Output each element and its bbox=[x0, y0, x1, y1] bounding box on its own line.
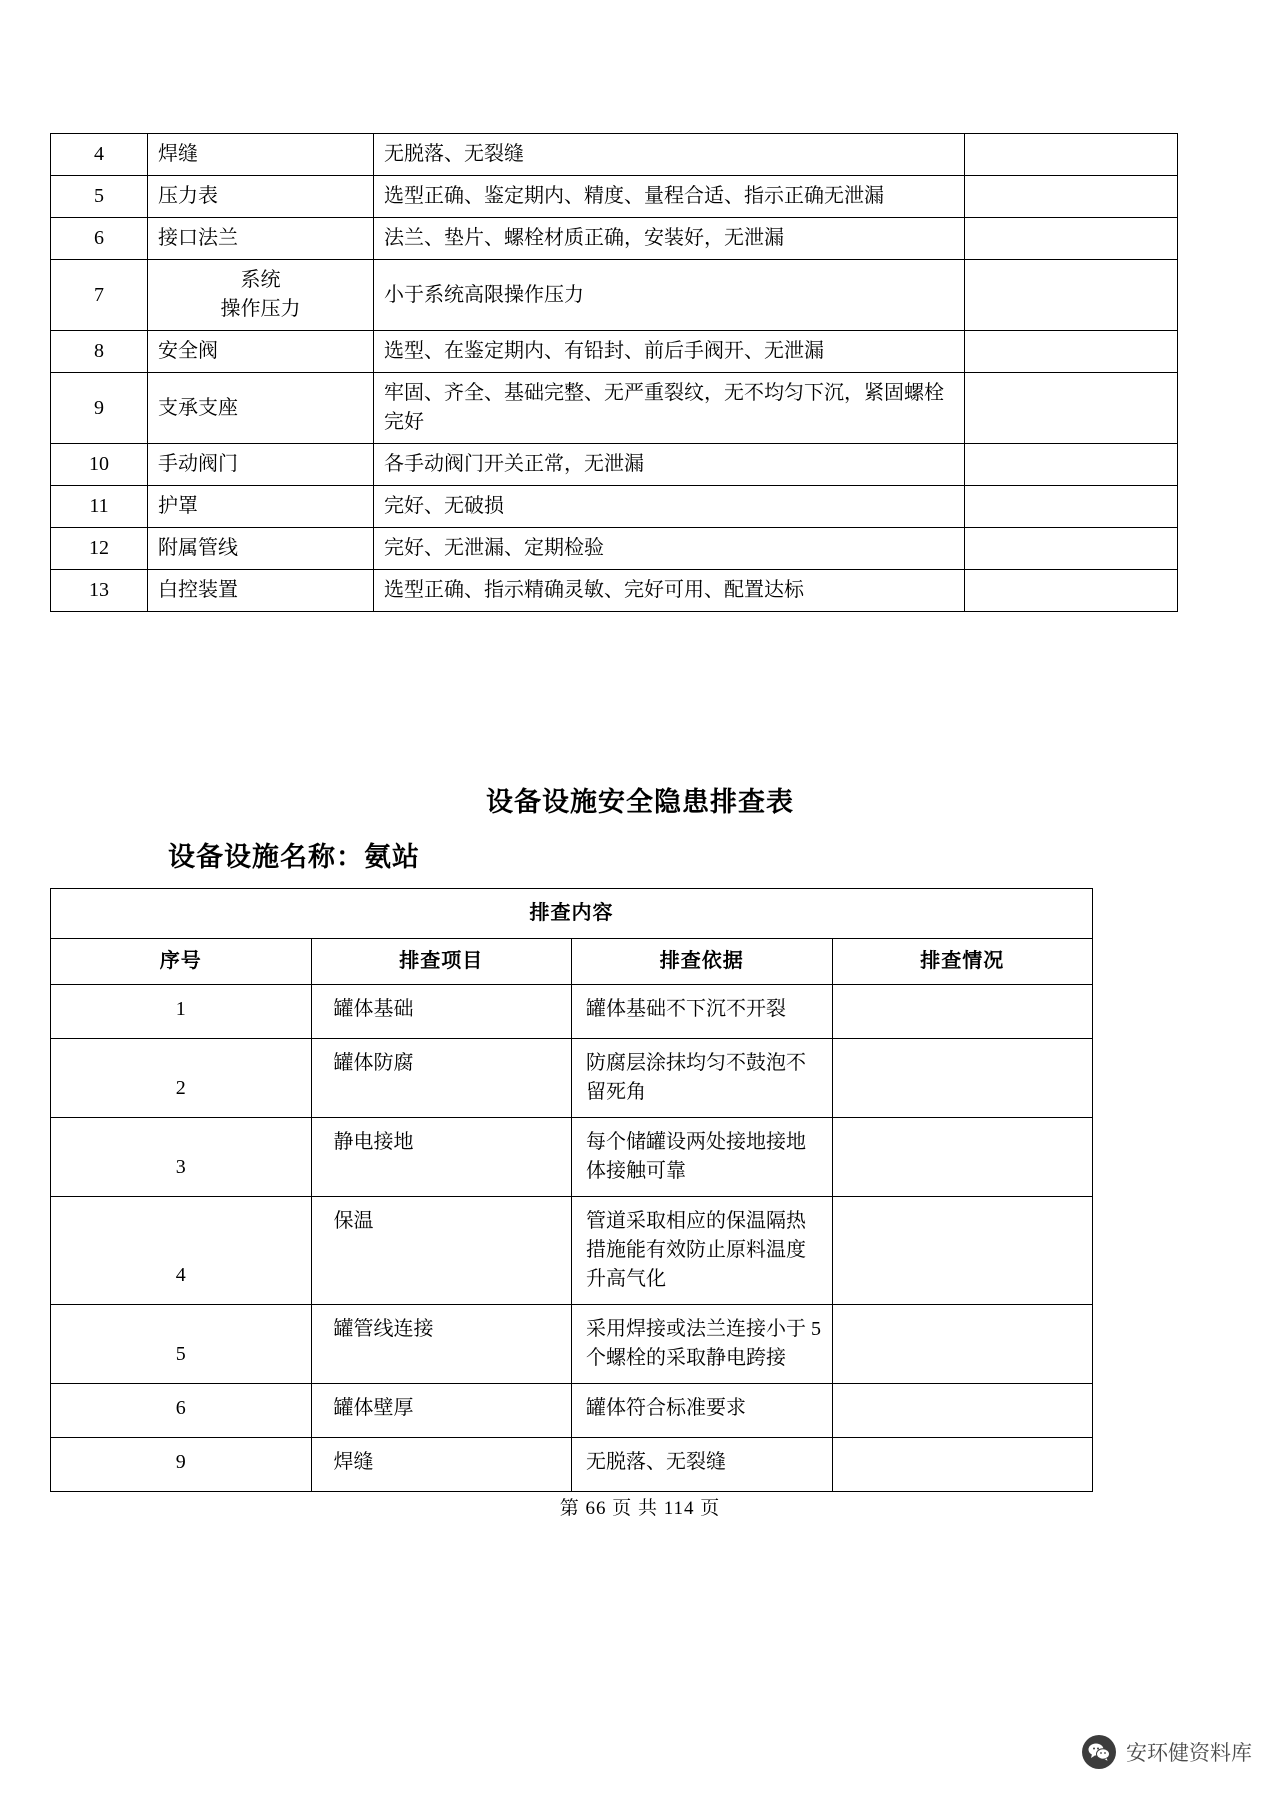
row-basis: 各手动阀门开关正常，无泄漏 bbox=[374, 444, 965, 486]
row-number: 4 bbox=[51, 134, 148, 176]
table-row bbox=[51, 331, 1178, 373]
row-basis: 选型、在鉴定期内、有铅封、前后手阀开、无泄漏 bbox=[374, 331, 965, 373]
row-basis: 选型正确、鉴定期内、精度、量程合适、指示正确无泄漏 bbox=[374, 176, 965, 218]
table-row bbox=[51, 1384, 1093, 1438]
row-number: 9 bbox=[51, 373, 148, 444]
table-row bbox=[51, 373, 1178, 444]
row-basis: 完好、无泄漏、定期检验 bbox=[374, 528, 965, 570]
table-row bbox=[51, 176, 1178, 218]
row-item: 接口法兰 bbox=[148, 218, 374, 260]
facility-name: 设备设施名称：氨站 bbox=[168, 842, 420, 872]
row-result[interactable] bbox=[832, 1438, 1093, 1492]
row-item: 压力表 bbox=[148, 176, 374, 218]
row-number: 5 bbox=[51, 176, 148, 218]
table-row bbox=[51, 260, 1178, 331]
page-footer: 第 66 页 共 114 页 bbox=[559, 1498, 721, 1519]
row-basis: 小于系统高限操作压力 bbox=[374, 260, 965, 331]
table-row bbox=[51, 444, 1178, 486]
row-number: 8 bbox=[51, 331, 148, 373]
row-item: 罐体基础 bbox=[311, 985, 572, 1039]
row-number: 6 bbox=[51, 1384, 312, 1438]
row-basis: 牢固、齐全、基础完整、无严重裂纹，无不均匀下沉，紧固螺栓完好 bbox=[374, 373, 965, 444]
row-item: 罐体防腐 bbox=[311, 1039, 572, 1118]
row-item: 手动阀门 bbox=[148, 444, 374, 486]
row-basis: 无脱落、无裂缝 bbox=[374, 134, 965, 176]
column-header-no: 序号 bbox=[51, 939, 312, 985]
table-row bbox=[51, 985, 1093, 1039]
row-item: 保温 bbox=[311, 1197, 572, 1305]
row-basis: 管道采取相应的保温隔热措施能有效防止原料温度升高气化 bbox=[572, 1197, 833, 1305]
row-result[interactable] bbox=[965, 176, 1178, 218]
row-item: 焊缝 bbox=[311, 1438, 572, 1492]
row-basis: 防腐层涂抹均匀不鼓泡不留死角 bbox=[572, 1039, 833, 1118]
row-item: 罐体壁厚 bbox=[311, 1384, 572, 1438]
table-row bbox=[51, 134, 1178, 176]
row-basis: 无脱落、无裂缝 bbox=[572, 1438, 833, 1492]
table-row bbox=[51, 486, 1178, 528]
table-row bbox=[51, 1305, 1093, 1384]
row-number: 3 bbox=[51, 1118, 312, 1197]
row-result[interactable] bbox=[965, 260, 1178, 331]
row-number: 11 bbox=[51, 486, 148, 528]
row-result[interactable] bbox=[965, 331, 1178, 373]
row-basis: 完好、无破损 bbox=[374, 486, 965, 528]
row-item: 焊缝 bbox=[148, 134, 374, 176]
table-row bbox=[51, 1197, 1093, 1305]
table-row bbox=[51, 1118, 1093, 1197]
wechat-icon bbox=[1082, 1735, 1116, 1769]
row-basis: 罐体符合标准要求 bbox=[572, 1384, 833, 1438]
table-row bbox=[51, 1438, 1093, 1492]
row-number: 7 bbox=[51, 260, 148, 331]
inspection-table-top bbox=[50, 133, 1178, 612]
span-header-label: 排查内容 bbox=[51, 889, 1093, 939]
row-number: 10 bbox=[51, 444, 148, 486]
row-basis: 选型正确、指示精确灵敏、完好可用、配置达标 bbox=[374, 570, 965, 612]
watermark-badge bbox=[1082, 1735, 1252, 1769]
section-title: 设备设施安全隐患排查表 bbox=[486, 787, 794, 817]
row-number: 1 bbox=[51, 985, 312, 1039]
row-result[interactable] bbox=[965, 444, 1178, 486]
row-basis: 每个储罐设两处接地接地体接触可靠 bbox=[572, 1118, 833, 1197]
row-number: 12 bbox=[51, 528, 148, 570]
table-row bbox=[51, 1039, 1093, 1118]
column-header-result: 排查情况 bbox=[832, 939, 1093, 985]
row-number: 9 bbox=[51, 1438, 312, 1492]
row-item: 白控装置 bbox=[148, 570, 374, 612]
row-item: 附属管线 bbox=[148, 528, 374, 570]
table-span-header-row bbox=[51, 889, 1093, 939]
row-item-line2: 操作压力 bbox=[220, 298, 301, 320]
row-item: 安全阀 bbox=[148, 331, 374, 373]
row-number: 2 bbox=[51, 1039, 312, 1118]
row-item bbox=[148, 260, 374, 331]
row-basis: 法兰、垫片、螺栓材质正确，安装好，无泄漏 bbox=[374, 218, 965, 260]
table-row bbox=[51, 528, 1178, 570]
row-result[interactable] bbox=[832, 985, 1093, 1039]
table-row bbox=[51, 570, 1178, 612]
row-result[interactable] bbox=[965, 218, 1178, 260]
row-item: 支承支座 bbox=[148, 373, 374, 444]
row-basis: 采用焊接或法兰连接小于 5 个螺栓的采取静电跨接 bbox=[572, 1305, 833, 1384]
column-header-item: 排查项目 bbox=[311, 939, 572, 985]
row-result[interactable] bbox=[965, 528, 1178, 570]
row-item-line1: 系统 bbox=[240, 269, 281, 291]
row-number: 4 bbox=[51, 1197, 312, 1305]
row-result[interactable] bbox=[832, 1039, 1093, 1118]
row-result[interactable] bbox=[832, 1384, 1093, 1438]
table-header-row bbox=[51, 939, 1093, 985]
column-header-basis: 排查依据 bbox=[572, 939, 833, 985]
row-result[interactable] bbox=[832, 1118, 1093, 1197]
row-item: 护罩 bbox=[148, 486, 374, 528]
row-item: 罐管线连接 bbox=[311, 1305, 572, 1384]
row-result[interactable] bbox=[965, 373, 1178, 444]
row-result[interactable] bbox=[832, 1197, 1093, 1305]
row-result[interactable] bbox=[965, 486, 1178, 528]
row-result[interactable] bbox=[832, 1305, 1093, 1384]
table-row bbox=[51, 218, 1178, 260]
row-number: 6 bbox=[51, 218, 148, 260]
row-item: 静电接地 bbox=[311, 1118, 572, 1197]
row-number: 5 bbox=[51, 1305, 312, 1384]
row-result[interactable] bbox=[965, 570, 1178, 612]
row-basis: 罐体基础不下沉不开裂 bbox=[572, 985, 833, 1039]
row-number: 13 bbox=[51, 570, 148, 612]
row-result[interactable] bbox=[965, 134, 1178, 176]
watermark-label: 安环健资料库 bbox=[1126, 1742, 1252, 1765]
inspection-table-bottom bbox=[50, 888, 1093, 1492]
